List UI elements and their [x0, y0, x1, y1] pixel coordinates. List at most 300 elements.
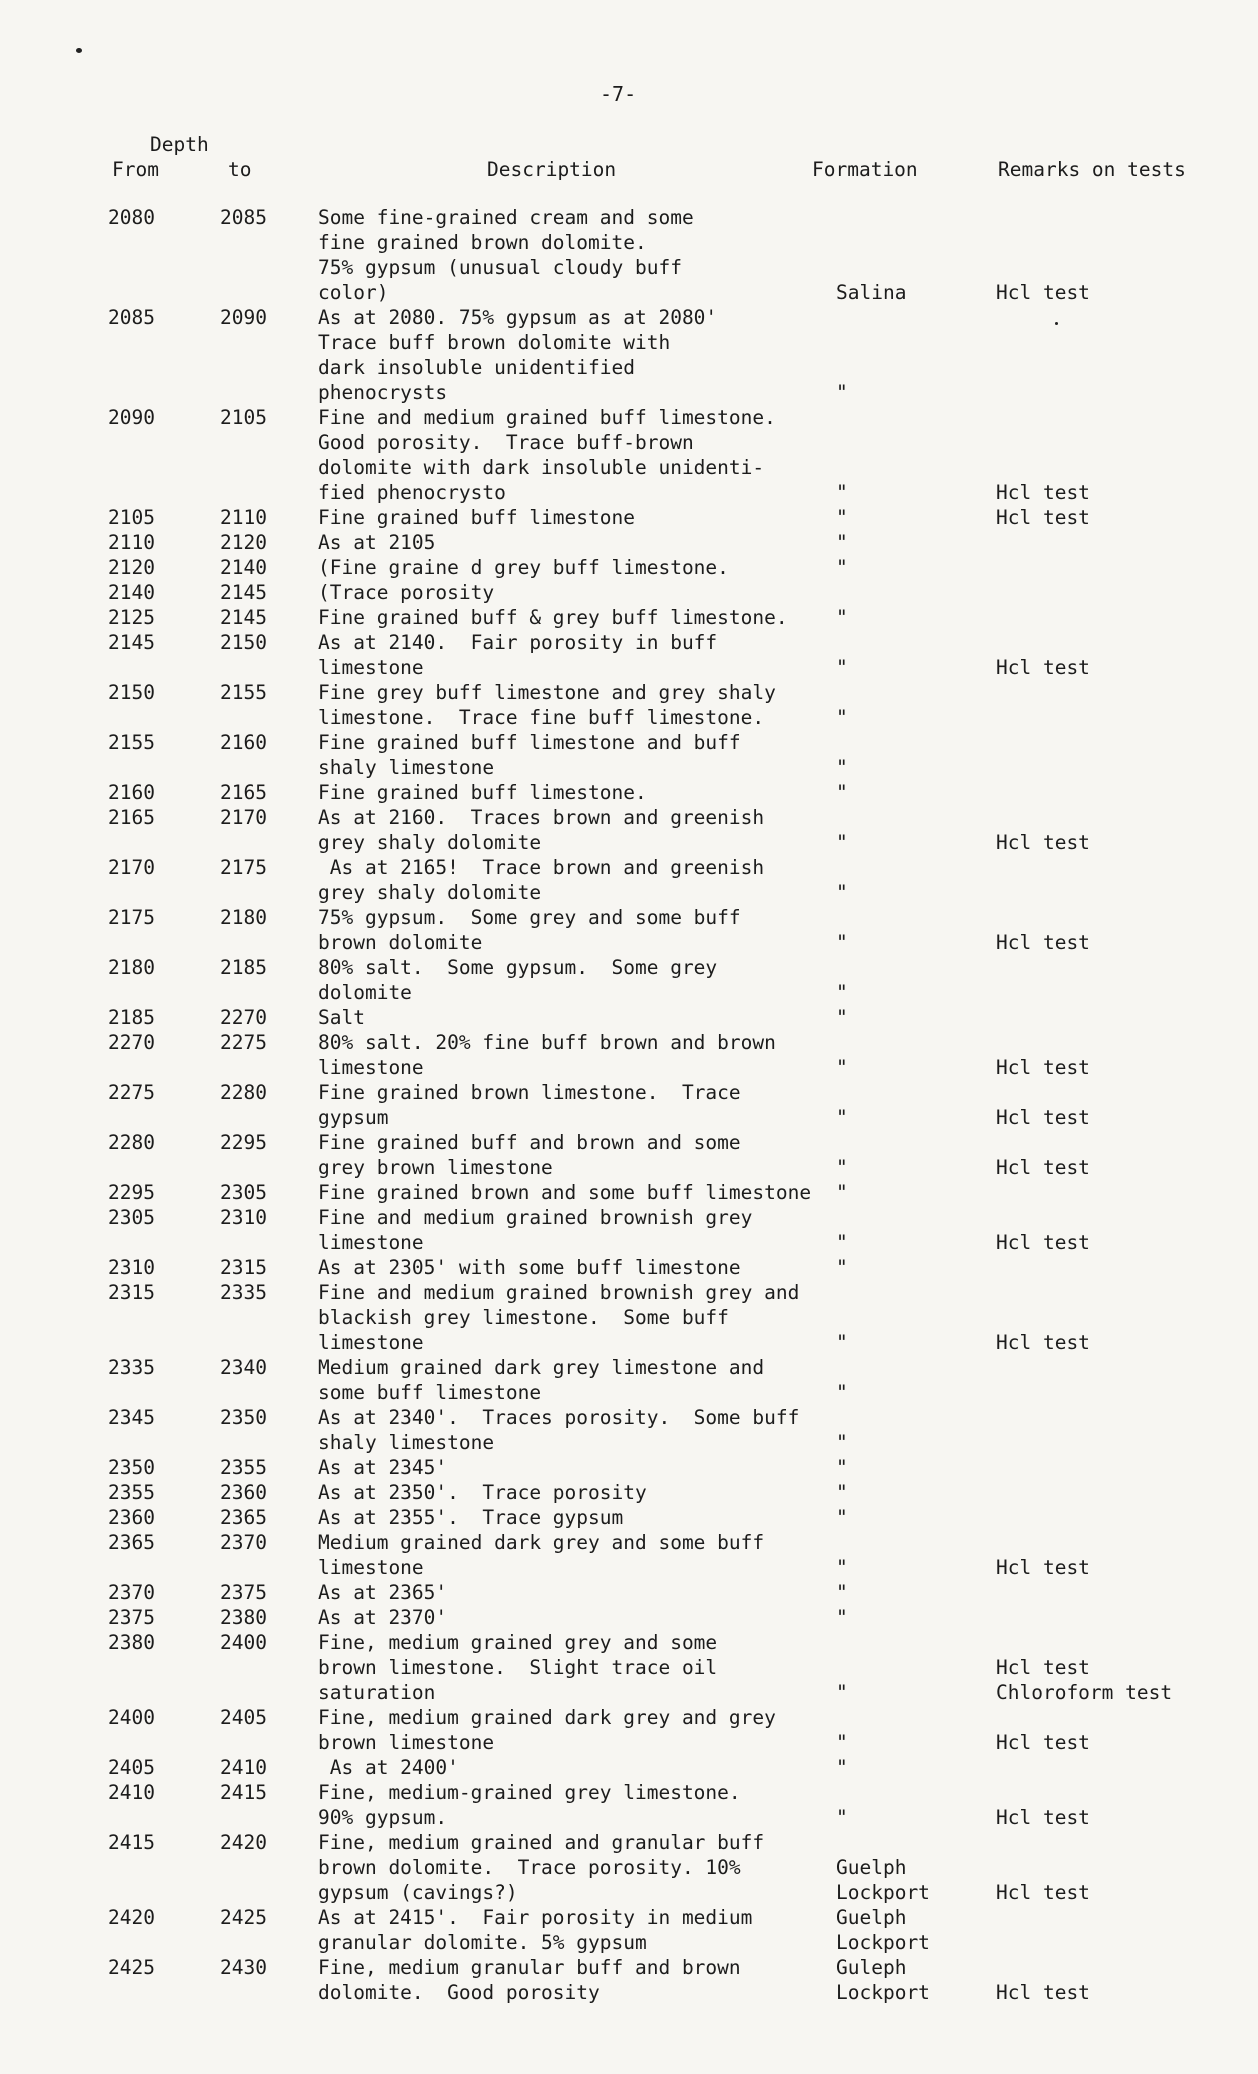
- remarks-cell-line: [996, 405, 1216, 430]
- remarks-cell-line: Chloroform test: [996, 1681, 1173, 1704]
- description-cell: [318, 1780, 836, 1830]
- remarks-cell-line: [996, 1080, 1216, 1105]
- depth-to-cell: 2350: [220, 1406, 267, 1429]
- formation-cell: [836, 1605, 996, 1630]
- description-cell-line: Fine grained buff and brown and some: [318, 1131, 741, 1154]
- formation-cell-line: [836, 1630, 996, 1655]
- depth-from-cell: 2405: [108, 1756, 155, 1779]
- formation-cell: [836, 855, 996, 905]
- description-cell-line: 75% gypsum (unusual cloudy buff: [318, 256, 682, 279]
- depth-to-cell: 2310: [220, 1206, 267, 1229]
- remarks-cell-line: [996, 605, 1216, 630]
- depth-to-cell: 2140: [220, 556, 267, 579]
- formation-cell: [836, 730, 996, 780]
- remarks-cell-line: Hcl test: [996, 1106, 1090, 1129]
- table-row: [0, 305, 1258, 405]
- description-cell: [318, 905, 836, 955]
- remarks-cell-line: [996, 1505, 1216, 1530]
- formation-cell: [836, 1755, 996, 1780]
- description-cell-line: Fine, medium grained and granular buff: [318, 1831, 765, 1854]
- depth-to-cell: 2410: [220, 1756, 267, 1779]
- formation-cell-line: ": [836, 1056, 848, 1079]
- remarks-cell: [996, 1705, 1216, 1755]
- depth-to-cell: 2365: [220, 1506, 267, 1529]
- remarks-cell-line: [996, 705, 1216, 730]
- ink-speck: [76, 48, 82, 53]
- description-cell-line: Fine grained buff limestone: [318, 506, 635, 529]
- table-row: [0, 1830, 1258, 1905]
- formation-cell-line: [836, 1030, 996, 1055]
- formation-cell-line: [836, 1305, 996, 1330]
- remarks-cell: [996, 530, 1216, 555]
- table-row: [0, 780, 1258, 805]
- depth-from-cell: 2090: [108, 406, 155, 429]
- remarks-cell: [996, 505, 1216, 530]
- description-cell: [318, 1205, 836, 1255]
- formation-cell-line: ": [836, 1156, 848, 1179]
- depth-from-cell: 2120: [108, 556, 155, 579]
- formation-cell-line: Guleph: [836, 1956, 907, 1979]
- depth-from-cell: 2350: [108, 1456, 155, 1479]
- depth-to-cell: 2315: [220, 1256, 267, 1279]
- remarks-cell-line: Hcl test: [996, 931, 1090, 954]
- formation-cell-line: Lockport: [836, 1881, 930, 1904]
- table-row: [0, 905, 1258, 955]
- depth-from-cell: 2335: [108, 1356, 155, 1379]
- description-cell-line: limestone: [318, 1231, 424, 1254]
- formation-cell-line: [836, 330, 996, 355]
- description-cell-line: 80% salt. 20% fine buff brown and brown: [318, 1031, 776, 1054]
- remarks-cell: [996, 1830, 1216, 1905]
- table-row: [0, 1780, 1258, 1830]
- depth-to-cell: 2400: [220, 1631, 267, 1654]
- formation-cell-line: [836, 455, 996, 480]
- formation-cell: [836, 555, 996, 580]
- formation-cell: [836, 905, 996, 955]
- remarks-cell-line: [996, 1530, 1216, 1555]
- depth-from-cell: 2270: [108, 1031, 155, 1054]
- description-cell-line: shaly limestone: [318, 756, 495, 779]
- depth-from-cell: 2280: [108, 1131, 155, 1154]
- formation-cell-line: ": [836, 1556, 848, 1579]
- formation-cell: [836, 1830, 996, 1905]
- remarks-cell: [996, 405, 1216, 505]
- depth-from-cell: 2185: [108, 1006, 155, 1029]
- depth-to-cell: 2150: [220, 631, 267, 654]
- description-cell-line: As at 2345': [318, 1456, 448, 1479]
- remarks-cell-line: [996, 1605, 1216, 1630]
- depth-to-cell: 2430: [220, 1956, 267, 1979]
- remarks-cell-line: [996, 1130, 1216, 1155]
- depth-to-cell: 2270: [220, 1006, 267, 1029]
- description-cell-line: Medium grained dark grey and some buff: [318, 1531, 765, 1554]
- description-cell-line: Fine, medium-grained grey limestone.: [318, 1781, 741, 1804]
- formation-cell-line: ": [836, 1806, 848, 1829]
- remarks-cell-line: [996, 1380, 1216, 1405]
- description-cell-line: As at 2140. Fair porosity in buff: [318, 631, 718, 654]
- description-cell-line: Some fine-grained cream and some: [318, 206, 694, 229]
- formation-cell-line: ": [836, 556, 848, 579]
- depth-to-cell: 2090: [220, 306, 267, 329]
- remarks-cell-line: [996, 305, 1216, 330]
- depth-to-cell: 2305: [220, 1181, 267, 1204]
- depth-to-cell: 2340: [220, 1356, 267, 1379]
- description-cell-line: blackish grey limestone. Some buff: [318, 1306, 729, 1329]
- description-cell: [318, 730, 836, 780]
- table-row: [0, 1605, 1258, 1630]
- depth-to-cell: 2085: [220, 206, 267, 229]
- formation-cell: [836, 1905, 996, 1955]
- remarks-cell-line: [996, 780, 1216, 805]
- description-cell: [318, 1080, 836, 1130]
- remarks-cell-line: [996, 255, 1216, 280]
- description-cell-line: Fine grained brown limestone. Trace: [318, 1081, 741, 1104]
- remarks-cell-line: [996, 1830, 1216, 1855]
- formation-cell-line: ": [836, 381, 848, 404]
- description-cell: [318, 1830, 836, 1905]
- description-cell-line: Trace buff brown dolomite with: [318, 331, 671, 354]
- formation-cell-line: [836, 630, 996, 655]
- formation-cell: [836, 1180, 996, 1205]
- formation-cell-line: [836, 255, 996, 280]
- description-cell-line: fine grained brown dolomite.: [318, 231, 647, 254]
- description-cell-line: Fine and medium grained brownish grey and: [318, 1281, 800, 1304]
- depth-to-cell: 2145: [220, 581, 267, 604]
- formation-cell: [836, 1455, 996, 1480]
- table-row: [0, 805, 1258, 855]
- remarks-cell-line: [996, 1855, 1216, 1880]
- description-cell-line: Fine and medium grained brownish grey: [318, 1206, 753, 1229]
- description-cell: [318, 1130, 836, 1180]
- formation-cell: [836, 505, 996, 530]
- depth-from-cell: 2420: [108, 1906, 155, 1929]
- remarks-cell-line: [996, 1355, 1216, 1380]
- formation-cell-line: ": [836, 606, 848, 629]
- remarks-cell-line: Hcl test: [996, 1806, 1090, 1829]
- description-cell-line: 80% salt. Some gypsum. Some grey: [318, 956, 718, 979]
- depth-from-cell: 2375: [108, 1606, 155, 1629]
- formation-cell: [836, 605, 996, 630]
- remarks-cell-line: [996, 955, 1216, 980]
- remarks-cell-line: [996, 530, 1216, 555]
- description-cell-line: As at 2165! Trace brown and greenish: [318, 856, 765, 879]
- description-cell: [318, 505, 836, 530]
- formation-cell: [836, 580, 996, 605]
- depth-to-cell: 2360: [220, 1481, 267, 1504]
- depth-from-cell: 2140: [108, 581, 155, 604]
- depth-to-cell: 2160: [220, 731, 267, 754]
- page-number: -7-: [600, 82, 637, 106]
- description-cell-line: limestone: [318, 1556, 424, 1579]
- remarks-cell-line: [996, 755, 1216, 780]
- depth-from-cell: 2305: [108, 1206, 155, 1229]
- depth-from-cell: 2110: [108, 531, 155, 554]
- depth-to-cell: 2155: [220, 681, 267, 704]
- formation-cell: [836, 680, 996, 730]
- remarks-cell: [996, 1505, 1216, 1530]
- formation-cell-line: ": [836, 931, 848, 954]
- depth-to-cell: 2370: [220, 1531, 267, 1554]
- formation-cell-line: ": [836, 656, 848, 679]
- formation-cell-line: ": [836, 756, 848, 779]
- description-cell: [318, 630, 836, 680]
- description-cell: [318, 1755, 836, 1780]
- remarks-cell: [996, 305, 1216, 405]
- depth-from-cell: 2360: [108, 1506, 155, 1529]
- description-cell-line: Fine grained buff & grey buff limestone.: [318, 606, 788, 629]
- formation-cell-line: ": [836, 506, 848, 529]
- formation-cell: [836, 1130, 996, 1180]
- depth-from-cell: 2345: [108, 1406, 155, 1429]
- description-cell-line: Salt: [318, 1006, 365, 1029]
- formation-cell-line: ": [836, 1431, 848, 1454]
- formation-cell-line: [836, 1405, 996, 1430]
- depth-to-cell: 2415: [220, 1781, 267, 1804]
- description-cell: [318, 1505, 836, 1530]
- depth-to-cell: 2110: [220, 506, 267, 529]
- description-cell: [318, 1605, 836, 1630]
- table-row: [0, 680, 1258, 730]
- depth-to-cell: 2295: [220, 1131, 267, 1154]
- description-cell: [318, 1705, 836, 1755]
- formation-cell-line: ": [836, 1506, 848, 1529]
- table-row: [0, 1130, 1258, 1180]
- remarks-cell: [996, 905, 1216, 955]
- table-row: [0, 1480, 1258, 1505]
- table-row: [0, 530, 1258, 555]
- description-cell-line: (Trace porosity: [318, 581, 495, 604]
- remarks-cell-line: [996, 880, 1216, 905]
- table-row: [0, 1955, 1258, 2005]
- description-cell-line: Fine grey buff limestone and grey shaly: [318, 681, 776, 704]
- formation-cell-line: ": [836, 1331, 848, 1354]
- table-row: [0, 1355, 1258, 1405]
- table-row: [0, 730, 1258, 780]
- remarks-cell-line: [996, 1930, 1216, 1955]
- description-cell-line: dark insoluble unidentified: [318, 356, 635, 379]
- description-cell: [318, 1580, 836, 1605]
- formation-cell: [836, 530, 996, 555]
- remarks-cell-line: [996, 555, 1216, 580]
- formation-cell: [836, 205, 996, 305]
- table-row: [0, 505, 1258, 530]
- depth-from-cell: 2125: [108, 606, 155, 629]
- description-cell: [318, 1405, 836, 1455]
- formation-cell-line: [836, 1780, 996, 1805]
- table-row: [0, 1580, 1258, 1605]
- formation-cell: [836, 1080, 996, 1130]
- depth-from-cell: 2170: [108, 856, 155, 879]
- formation-cell-line: ": [836, 481, 848, 504]
- remarks-cell-line: [996, 1305, 1216, 1330]
- depth-to-cell: 2375: [220, 1581, 267, 1604]
- remarks-cell: [996, 955, 1216, 1005]
- formation-cell-line: [836, 405, 996, 430]
- remarks-cell-line: [996, 1480, 1216, 1505]
- description-cell: [318, 1255, 836, 1280]
- depth-to-cell: 2120: [220, 531, 267, 554]
- table-row: [0, 1455, 1258, 1480]
- formation-cell-line: [836, 355, 996, 380]
- depth-to-cell: 2170: [220, 806, 267, 829]
- depth-from-cell: 2410: [108, 1781, 155, 1804]
- table-row: [0, 955, 1258, 1005]
- remarks-cell: [996, 1205, 1216, 1255]
- header-from: From: [112, 158, 159, 181]
- description-cell-line: Fine and medium grained buff limestone.: [318, 406, 776, 429]
- description-cell: [318, 1005, 836, 1030]
- formation-cell-line: [836, 1705, 996, 1730]
- description-cell-line: dolomite with dark insoluble unidenti-: [318, 456, 765, 479]
- depth-to-cell: 2185: [220, 956, 267, 979]
- formation-cell-line: ": [836, 881, 848, 904]
- formation-cell: [836, 1355, 996, 1405]
- table-row: [0, 1205, 1258, 1255]
- formation-cell: [836, 1280, 996, 1355]
- header-to: to: [228, 158, 252, 181]
- remarks-cell-line: [996, 630, 1216, 655]
- remarks-cell: [996, 1580, 1216, 1605]
- formation-cell-line: [836, 430, 996, 455]
- formation-cell-line: ": [836, 1456, 848, 1479]
- remarks-cell: [996, 1255, 1216, 1280]
- formation-cell: [836, 1580, 996, 1605]
- formation-cell-line: ": [836, 1756, 848, 1779]
- depth-to-cell: 2335: [220, 1281, 267, 1304]
- formation-cell-line: ": [836, 1581, 848, 1604]
- formation-cell-line: ": [836, 1006, 848, 1029]
- formation-cell: [836, 1255, 996, 1280]
- table-row: [0, 1180, 1258, 1205]
- remarks-cell-line: [996, 1705, 1216, 1730]
- formation-cell-line: [836, 305, 996, 330]
- remarks-cell-line: Hcl test: [996, 1056, 1090, 1079]
- remarks-cell: [996, 1780, 1216, 1830]
- table-row: [0, 1405, 1258, 1455]
- depth-from-cell: 2180: [108, 956, 155, 979]
- description-cell: [318, 1180, 836, 1205]
- description-cell-line: As at 2340'. Traces porosity. Some buff: [318, 1406, 800, 1429]
- table-row: [0, 405, 1258, 505]
- description-cell-line: brown limestone: [318, 1731, 495, 1754]
- description-cell-line: (Fine graine d grey buff limestone.: [318, 556, 729, 579]
- remarks-cell: [996, 1480, 1216, 1505]
- remarks-cell: [996, 1455, 1216, 1480]
- remarks-cell-line: [996, 230, 1216, 255]
- formation-cell: [836, 805, 996, 855]
- formation-cell: [836, 1480, 996, 1505]
- remarks-cell-line: Hcl test: [996, 1881, 1090, 1904]
- description-cell-line: dolomite: [318, 981, 412, 1004]
- depth-to-cell: 2180: [220, 906, 267, 929]
- remarks-cell: [996, 1955, 1216, 2005]
- description-cell-line: limestone: [318, 656, 424, 679]
- depth-from-cell: 2310: [108, 1256, 155, 1279]
- description-cell-line: grey shaly dolomite: [318, 881, 542, 904]
- description-cell-line: saturation: [318, 1681, 436, 1704]
- remarks-cell: [996, 1080, 1216, 1130]
- description-cell-line: grey brown limestone: [318, 1156, 553, 1179]
- remarks-cell-line: [996, 1255, 1216, 1280]
- remarks-cell-line: Hcl test: [996, 1231, 1090, 1254]
- description-cell-line: gypsum (cavings?): [318, 1881, 518, 1904]
- formation-cell-line: Lockport: [836, 1981, 930, 2004]
- description-cell-line: As at 2105: [318, 531, 436, 554]
- formation-cell: [836, 1030, 996, 1080]
- formation-cell: [836, 405, 996, 505]
- formation-cell-line: Guelph: [836, 1856, 907, 1879]
- remarks-cell: [996, 205, 1216, 305]
- depth-to-cell: 2145: [220, 606, 267, 629]
- formation-cell-line: ": [836, 781, 848, 804]
- remarks-cell-line: [996, 1905, 1216, 1930]
- formation-cell-line: ": [836, 1481, 848, 1504]
- formation-cell: [836, 1205, 996, 1255]
- description-cell-line: 75% gypsum. Some grey and some buff: [318, 906, 741, 929]
- remarks-cell-line: [996, 1755, 1216, 1780]
- description-cell-line: limestone: [318, 1331, 424, 1354]
- description-cell-line: As at 2370': [318, 1606, 448, 1629]
- description-cell-line: As at 2415'. Fair porosity in medium: [318, 1906, 753, 1929]
- formation-cell: [836, 1530, 996, 1580]
- table-row: [0, 555, 1258, 580]
- table-row: [0, 1705, 1258, 1755]
- formation-cell-line: ": [836, 706, 848, 729]
- description-cell: [318, 555, 836, 580]
- depth-from-cell: 2275: [108, 1081, 155, 1104]
- remarks-cell-line: [996, 730, 1216, 755]
- depth-to-cell: 2280: [220, 1081, 267, 1104]
- description-cell-line: Medium grained dark grey limestone and: [318, 1356, 765, 1379]
- remarks-cell: [996, 630, 1216, 680]
- formation-cell-line: [836, 1830, 996, 1855]
- formation-cell: [836, 780, 996, 805]
- formation-cell-line: [836, 855, 996, 880]
- depth-from-cell: 2160: [108, 781, 155, 804]
- formation-cell-line: ": [836, 1381, 848, 1404]
- depth-to-cell: 2175: [220, 856, 267, 879]
- remarks-cell: [996, 1130, 1216, 1180]
- remarks-cell: [996, 855, 1216, 905]
- formation-cell: [836, 1505, 996, 1530]
- remarks-cell-line: Hcl test: [996, 281, 1090, 304]
- description-cell: [318, 205, 836, 305]
- depth-to-cell: 2380: [220, 1606, 267, 1629]
- depth-to-cell: 2355: [220, 1456, 267, 1479]
- formation-cell-line: ": [836, 831, 848, 854]
- description-cell: [318, 1630, 836, 1705]
- depth-from-cell: 2365: [108, 1531, 155, 1554]
- description-cell-line: gypsum: [318, 1106, 389, 1129]
- description-cell-line: limestone: [318, 1056, 424, 1079]
- remarks-cell-line: [996, 1580, 1216, 1605]
- depth-to-cell: 2105: [220, 406, 267, 429]
- remarks-cell: [996, 780, 1216, 805]
- remarks-cell-line: [996, 855, 1216, 880]
- remarks-cell-line: [996, 330, 1216, 355]
- description-cell: [318, 805, 836, 855]
- formation-cell: [836, 630, 996, 680]
- formation-cell-line: [836, 1130, 996, 1155]
- description-cell-line: 90% gypsum.: [318, 1806, 448, 1829]
- depth-to-cell: 2165: [220, 781, 267, 804]
- description-cell-line: Good porosity. Trace buff-brown: [318, 431, 694, 454]
- description-cell: [318, 955, 836, 1005]
- depth-from-cell: 2165: [108, 806, 155, 829]
- formation-cell-line: [836, 955, 996, 980]
- depth-to-cell: 2425: [220, 1906, 267, 1929]
- remarks-cell: [996, 1005, 1216, 1030]
